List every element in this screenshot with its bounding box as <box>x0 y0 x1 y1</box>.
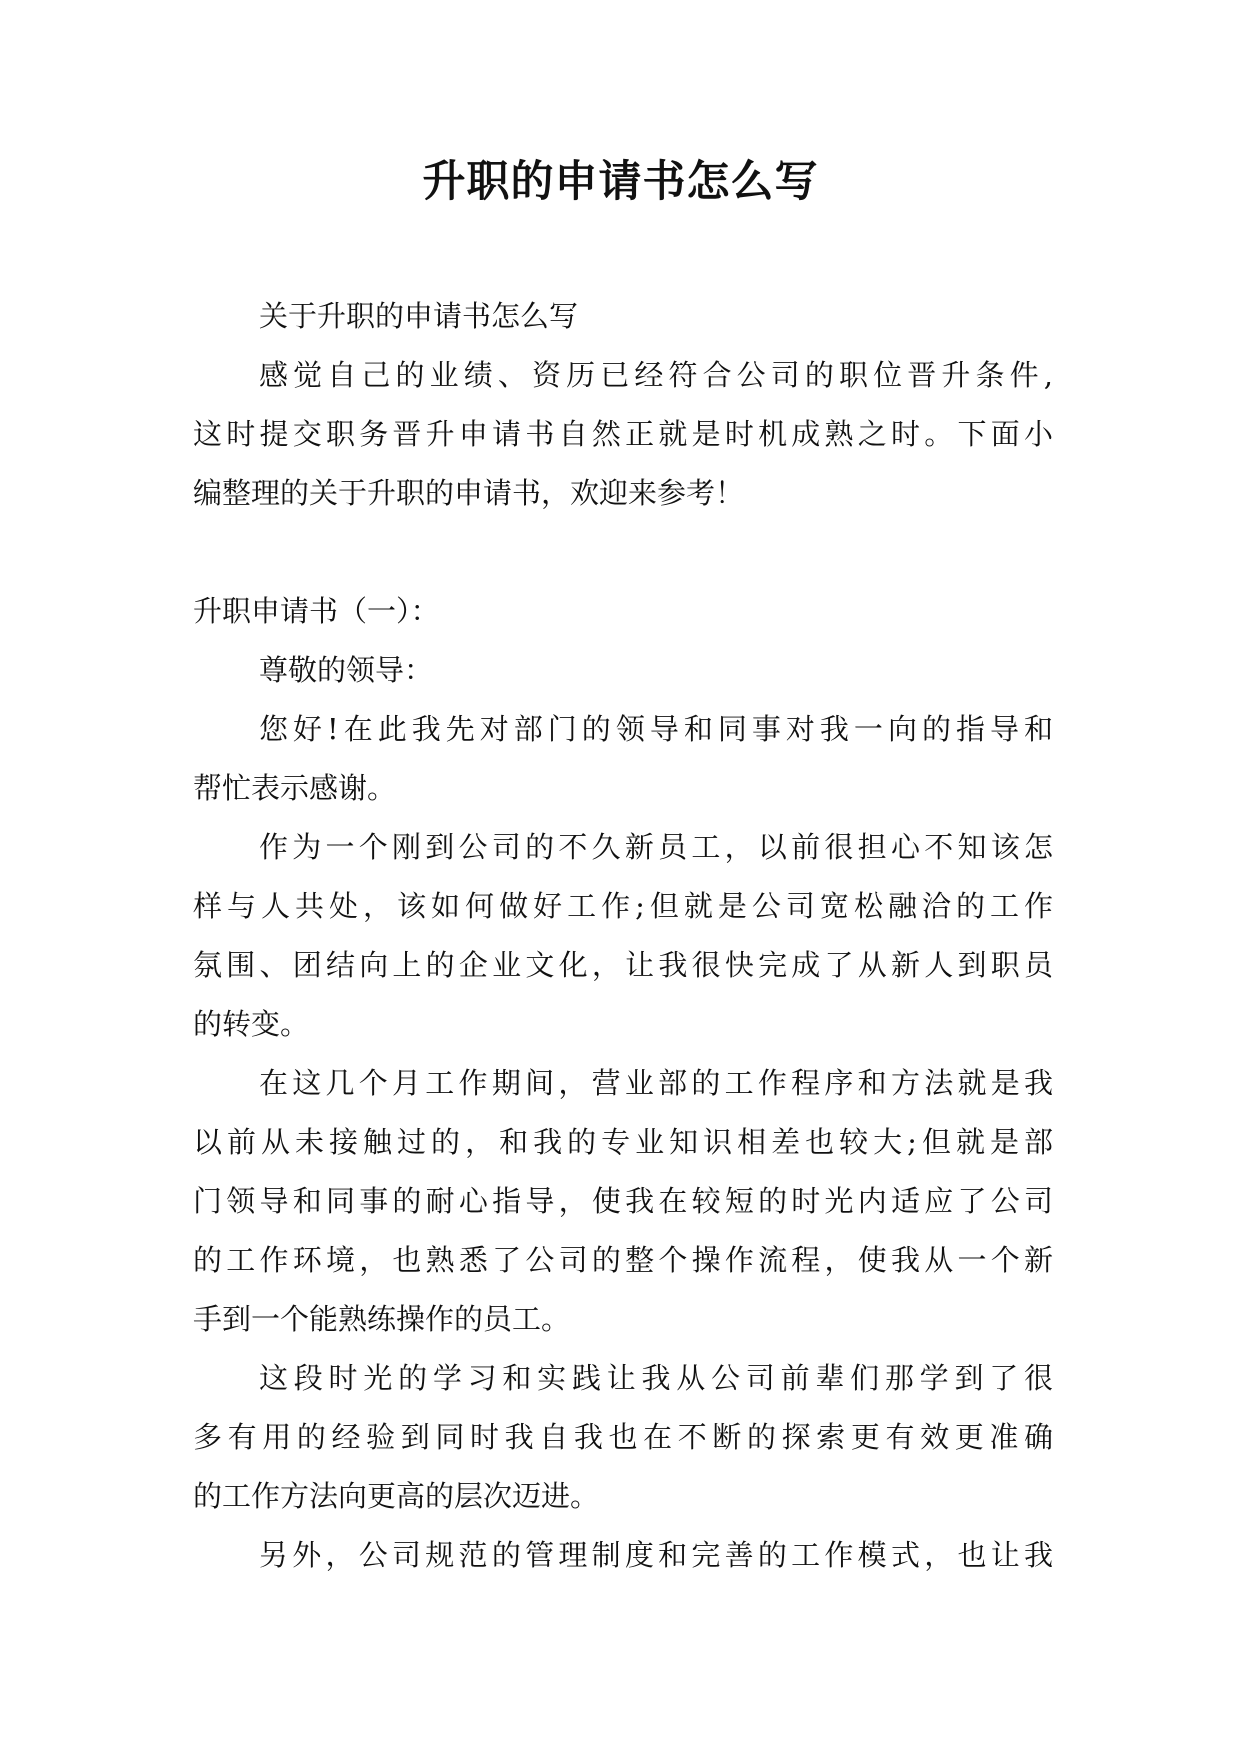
paragraph-line: 手到一个能熟练操作的员工。 <box>193 1302 571 1336</box>
paragraph-line: 帮忙表示感谢。 <box>193 771 397 805</box>
paragraph-line: 的工作方法向更高的层次迈进。 <box>193 1479 600 1513</box>
paragraph-line: 这时提交职务晋升申请书自然正就是时机成熟之时。下面小 <box>193 417 1053 451</box>
salutation-line: 尊敬的领导： <box>259 653 434 687</box>
paragraph-line: 另外，公司规范的管理制度和完善的工作模式，也让我 <box>259 1538 1053 1572</box>
paragraph-line: 在这几个月工作期间，营业部的工作程序和方法就是我 <box>259 1066 1053 1100</box>
paragraph-line: 编整理的关于升职的申请书，欢迎来参考！ <box>193 476 745 510</box>
paragraph-line: 作为一个刚到公司的不久新员工，以前很担心不知该怎 <box>259 830 1053 864</box>
paragraph-line: 感觉自己的业绩、资历已经符合公司的职位晋升条件, <box>259 358 1053 392</box>
intro-heading-line: 关于升职的申请书怎么写 <box>259 299 579 333</box>
paragraph-line: 的转变。 <box>193 1007 310 1041</box>
paragraph-line: 氛围、团结向上的企业文化，让我很快完成了从新人到职员 <box>193 948 1053 982</box>
paragraph-gap <box>193 523 1053 582</box>
paragraph-line: 门领导和同事的耐心指导，使我在较短的时光内适应了公司 <box>193 1184 1053 1218</box>
paragraph-line: 的工作环境，也熟悉了公司的整个操作流程，使我从一个新 <box>193 1243 1053 1277</box>
document-body <box>193 287 1053 1585</box>
document-title: 升职的申请书怎么写 <box>422 157 819 207</box>
paragraph-line: 以前从未接触过的，和我的专业知识相差也较大;但就是部 <box>193 1125 1053 1159</box>
paragraph-line: 您好!在此我先对部门的领导和同事对我一向的指导和 <box>259 712 1053 746</box>
section-heading-line: 升职申请书（一）： <box>193 594 440 628</box>
paragraph-line: 这段时光的学习和实践让我从公司前辈们那学到了很 <box>259 1361 1053 1395</box>
paragraph-line: 多有用的经验到同时我自我也在不断的探索更有效更准确 <box>193 1420 1053 1454</box>
paragraph-line: 样与人共处，该如何做好工作;但就是公司宽松融洽的工作 <box>193 889 1053 923</box>
